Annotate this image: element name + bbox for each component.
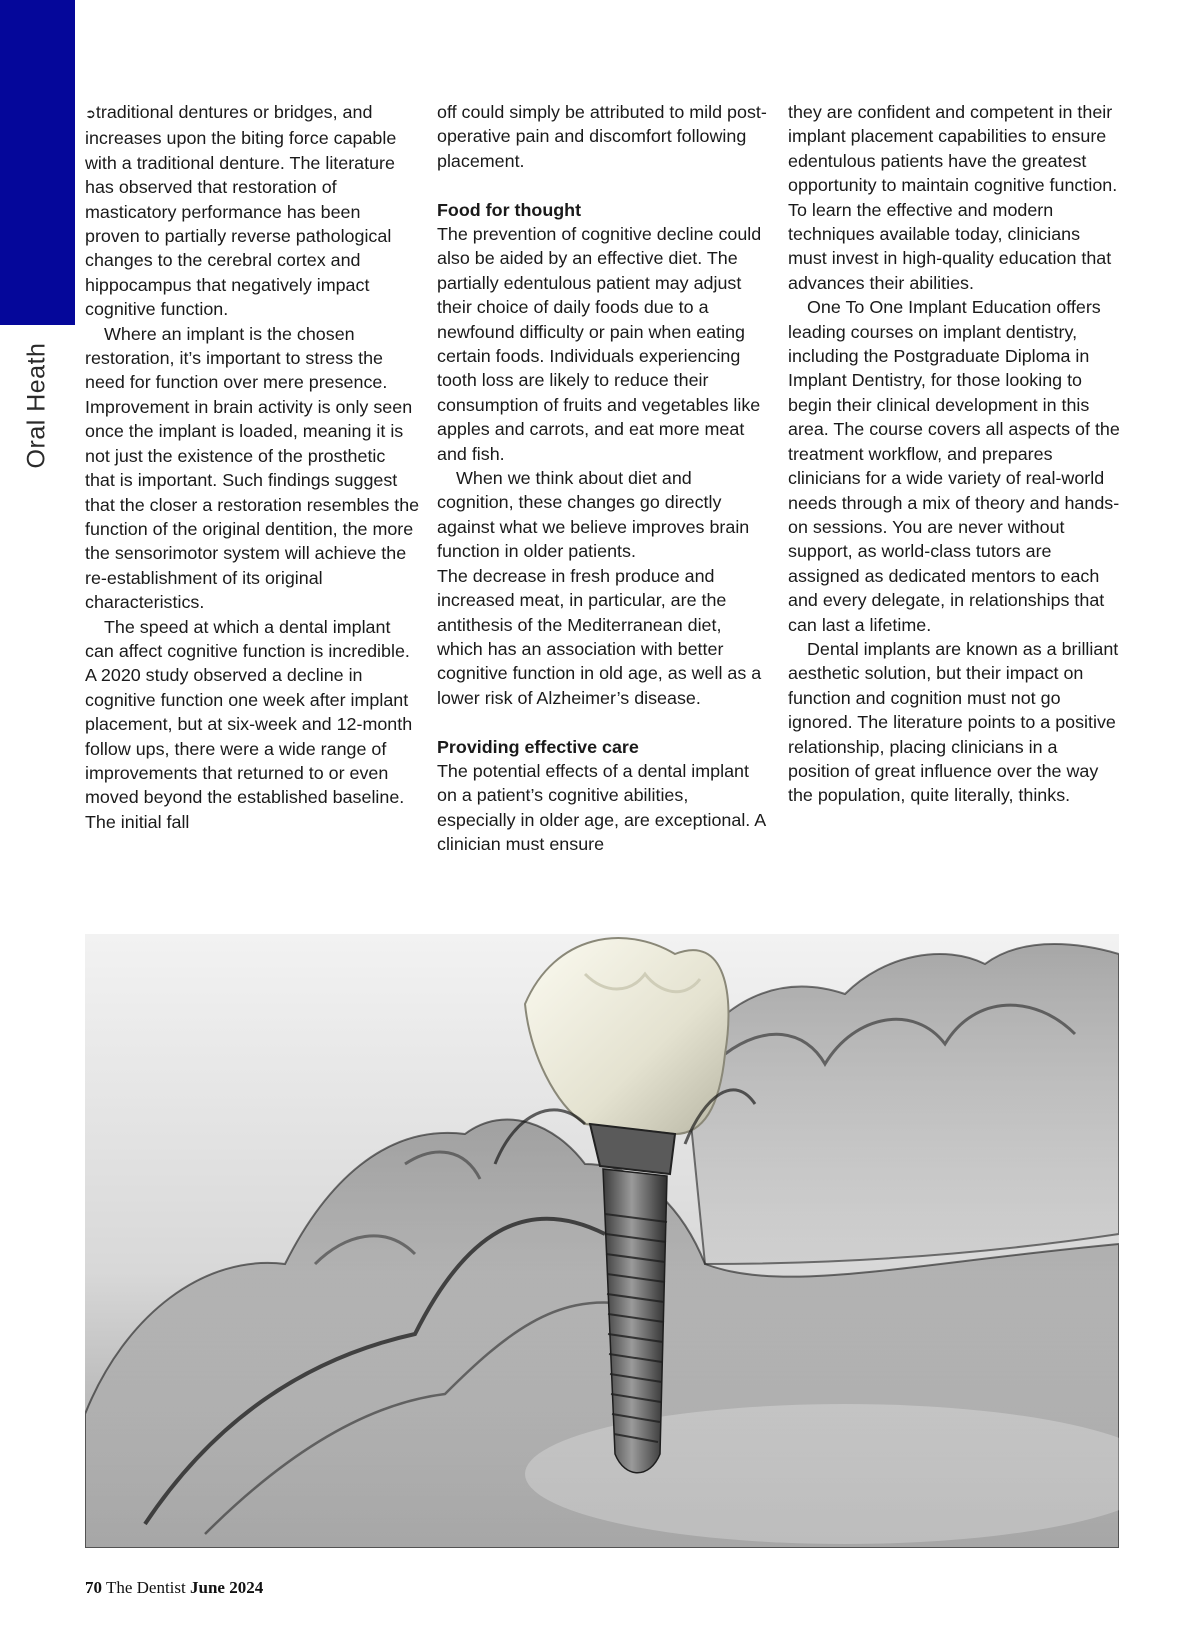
paragraph: The potential effects of a dental implant on a patient’s cognitive abilities, especially in older age, are exceptional. A clinician must ensure [437,760,766,855]
paragraph: they are confident and competent in their implant placement capabilities to ensure edentulous patients have the greatest opportunity to maintain cognitive function. To learn the effective and modern techniques available today, clinicians must invest in high-quality education that advances their abilities. [788,102,1118,293]
paragraph-text: traditional dentures or bridges, and increases upon the biting force capable with a traditional denture. The literature has observed that restoration of masticatory performance has been proven to partially reverse pathological changes to the cerebral cortex and hippocampus that negatively impact cognitive function. [85,102,397,320]
section-label-text: Oral Heath [22,342,51,468]
issue-date: June 2024 [190,1578,264,1597]
paragraph: Dental implants are known as a brilliant aesthetic solution, but their impact on function and cognition must not go ignored. The literature points to a positive relationship, placing clinicians in a position of great influence over the way the population, quite literally, thinks. [788,638,1119,806]
section-color-bar [0,0,75,325]
paragraph: The speed at which a dental implant can affect cognitive function is incredible. A 2020 study observed a decline in cognitive function one week after implant placement, but at six-week and 12-month follow ups, there were a wide range of improvements that returned to or even moved beyond the established baseline. The initial fall [85,616,413,832]
paragraph: Where an implant is the chosen restoration, it’s important to stress the need for function over mere presence. Improvement in brain activity is only seen once the implant is loaded, meaning it is not just the existence of the prosthetic that is important. Such findings suggest that the closer a restoration resembles the function of the original dentition, the more the sensorimotor system will achieve the re-establishment of its original characteristics. [85,323,420,613]
publication-name: The Dentist [105,1578,186,1597]
subheading-food-for-thought: Food for thought [437,199,582,220]
dental-implant-illustration [85,934,1119,1548]
page-footer [85,1578,263,1598]
paragraph: off could simply be attributed to mild post-operative pain and discomfort following placement. [437,102,767,171]
paragraph: When we think about diet and cognition, these changes go directly against what we believe improves brain function in older patients. [437,468,750,562]
article-column-1 [85,100,420,834]
paragraph: One To One Implant Education offers leading courses on implant dentistry, including the Postgraduate Diploma in Implant Dentistry, for those looking to begin their clinical development in this area. The course covers all aspects of the treatment workflow, and prepares clinicians for a wide variety of real-world needs through a mix of theory and hands-on sessions. You are never without support, as world-class tutors are assigned as dedicated mentors to each and every delegate, in relationships that can last a lifetime. [788,297,1120,635]
page-number: 70 [85,1578,102,1597]
article-column-2 [437,100,770,857]
paragraph: The decrease in fresh produce and increased meat, in particular, are the antithesis of the Mediterranean diet, which has an association with better cognitive function in old age, as well as a lower risk of Alzheimer’s disease. [437,565,762,708]
paragraph [85,100,420,322]
paragraph: The prevention of cognitive decline could also be aided by an effective diet. The partially edentulous patient may adjust their choice of daily foods due to a newfound difficulty or pain when eating certain foods. Individuals experiencing tooth loss are likely to reduce their consumption of fruits and vegetables like apples and carrots, and eat more meat and fish. [437,224,762,464]
continuation-arrow-icon: ➲ [85,106,96,121]
article-column-3 [788,100,1123,808]
section-label [12,342,62,468]
subheading-providing-effective-care: Providing effective care [437,736,639,757]
